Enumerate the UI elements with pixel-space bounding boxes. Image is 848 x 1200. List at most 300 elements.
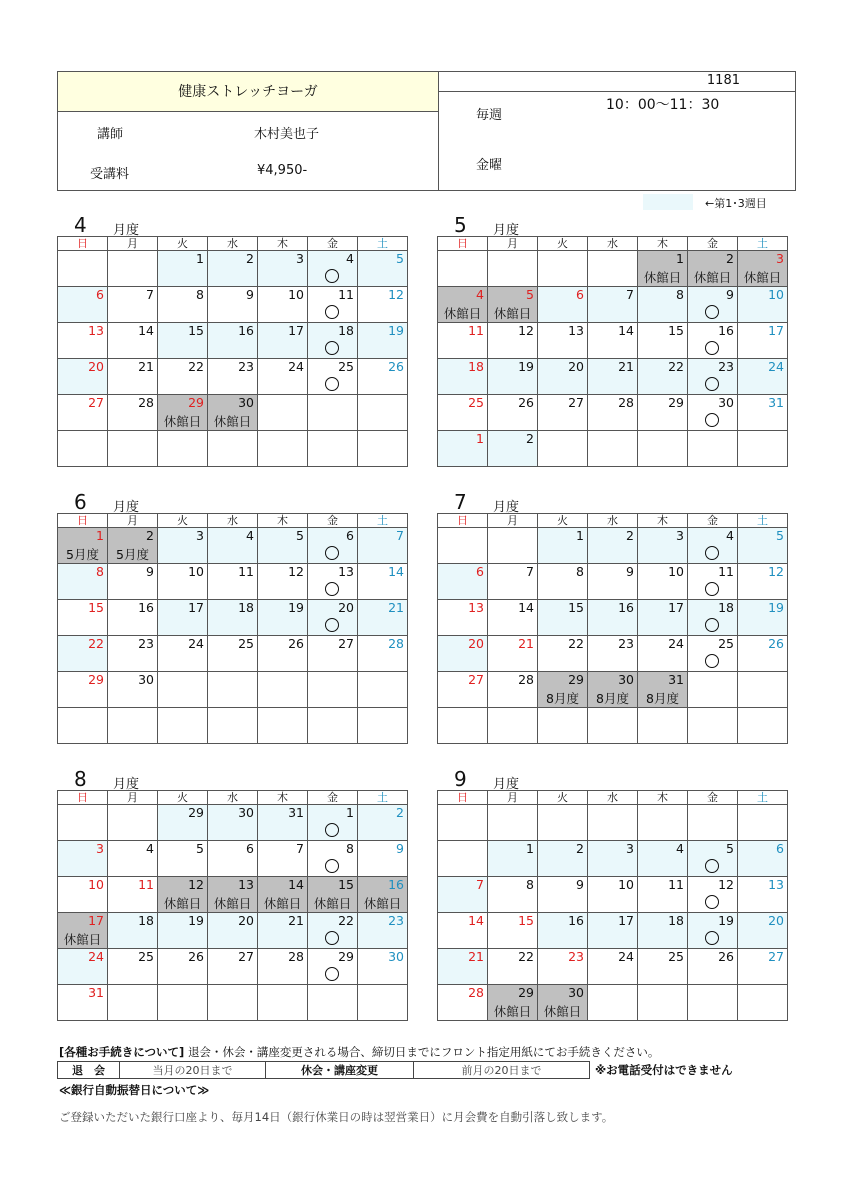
weekday-header: 木 [258, 791, 308, 805]
change-deadline: 前月の20日まで [414, 1062, 590, 1079]
day-cell [688, 672, 738, 708]
day-number: 9 [626, 564, 634, 579]
day-cell [738, 564, 788, 600]
day-number: 6 [246, 841, 254, 856]
day-number: 31 [768, 395, 784, 410]
day-number: 3 [196, 528, 204, 543]
day-note: 休館日 [213, 896, 252, 911]
day-cell [638, 287, 688, 323]
day-cell [638, 636, 688, 672]
day-number: 26 [388, 359, 404, 374]
day-number: 31 [668, 672, 684, 687]
day-cell [538, 636, 588, 672]
day-number: 4 [346, 251, 354, 266]
day-number: 11 [718, 564, 734, 579]
day-number: 18 [338, 323, 354, 338]
day-cell [638, 395, 688, 431]
week-row [438, 949, 788, 985]
day-number: 9 [576, 877, 584, 892]
day-cell [488, 251, 538, 287]
class-day-circle-icon [325, 967, 339, 981]
day-number: 5 [396, 251, 404, 266]
day-number: 6 [96, 287, 104, 302]
weekday-header: 金 [688, 791, 738, 805]
day-number: 6 [476, 564, 484, 579]
day-cell [638, 251, 688, 287]
weekday-header: 日 [438, 791, 488, 805]
day-number: 30 [718, 395, 734, 410]
day-cell [108, 636, 158, 672]
day-cell [488, 564, 538, 600]
day-number: 3 [296, 251, 304, 266]
day-number: 2 [726, 251, 734, 266]
day-number: 7 [626, 287, 634, 302]
day-cell [738, 913, 788, 949]
day-cell [738, 805, 788, 841]
day-number: 26 [718, 949, 734, 964]
frequency: 毎週 [476, 108, 503, 123]
day-cell [258, 251, 308, 287]
day-note: 休館日 [743, 270, 782, 285]
day-number: 4 [726, 528, 734, 543]
day-cell [438, 877, 488, 913]
day-number: 14 [388, 564, 404, 579]
instructor-name: 木村美也子 [254, 127, 320, 142]
day-cell [308, 564, 358, 600]
day-cell [358, 841, 408, 877]
day-note: 5月度 [116, 547, 149, 562]
day-cell [438, 841, 488, 877]
day-cell [438, 528, 488, 564]
day-note: 8月度 [546, 691, 579, 706]
day-number: 3 [96, 841, 104, 856]
day-number: 28 [468, 985, 484, 1000]
withdraw-deadline: 当月の20日まで [120, 1062, 266, 1079]
week-row [58, 431, 408, 467]
weekday-header: 土 [358, 237, 408, 251]
month-suffix: 月度 [113, 777, 140, 792]
day-cell [308, 431, 358, 467]
day-cell [58, 708, 108, 744]
day-cell [158, 564, 208, 600]
day-number: 16 [388, 877, 404, 892]
weekday-header: 水 [208, 237, 258, 251]
day-note: 8月度 [646, 691, 679, 706]
week-row [438, 600, 788, 636]
day-cell [688, 636, 738, 672]
day-number: 30 [238, 395, 254, 410]
day-number: 19 [768, 600, 784, 615]
weekday-header: 火 [538, 237, 588, 251]
day-number: 19 [518, 359, 534, 374]
month-calendar-5 [437, 236, 788, 467]
day-number: 8 [196, 287, 204, 302]
day-cell [308, 877, 358, 913]
day-cell [258, 431, 308, 467]
bank-title: ≪銀行自動振替日について≫ [59, 1083, 210, 1097]
day-cell [158, 949, 208, 985]
weekday-header: 木 [258, 514, 308, 528]
day-cell [738, 985, 788, 1021]
day-cell [208, 877, 258, 913]
day-number: 21 [288, 913, 304, 928]
day-cell [588, 600, 638, 636]
day-number: 2 [526, 431, 534, 446]
day-cell [208, 985, 258, 1021]
day-number: 3 [676, 528, 684, 543]
day-cell [688, 323, 738, 359]
day-number: 29 [188, 395, 204, 410]
day-cell [308, 287, 358, 323]
weekday-header: 火 [538, 791, 588, 805]
weekday-header: 木 [638, 514, 688, 528]
class-day-circle-icon [705, 546, 719, 560]
day-number: 23 [388, 913, 404, 928]
day-number: 26 [518, 395, 534, 410]
day-number: 7 [476, 877, 484, 892]
course-name: 健康ストレッチヨーガ [58, 72, 438, 112]
weekday-header: 土 [358, 514, 408, 528]
day-number: 20 [468, 636, 484, 651]
day-number: 14 [288, 877, 304, 892]
month-suffix: 月度 [493, 777, 520, 792]
day-cell [158, 359, 208, 395]
day-number: 10 [768, 287, 784, 302]
month-suffix: 月度 [113, 223, 140, 238]
day-cell [258, 841, 308, 877]
month-calendar-4 [57, 236, 408, 467]
day-number: 1 [676, 251, 684, 266]
day-note: 休館日 [213, 414, 252, 429]
day-cell [438, 251, 488, 287]
week-row [438, 528, 788, 564]
day-cell [538, 431, 588, 467]
day-cell [538, 564, 588, 600]
day-number: 30 [138, 672, 154, 687]
day-cell [588, 985, 638, 1021]
day-cell [108, 708, 158, 744]
day-cell [438, 287, 488, 323]
day-cell [358, 359, 408, 395]
day-cell [638, 359, 688, 395]
class-day-circle-icon [325, 377, 339, 391]
day-note: 休館日 [543, 1004, 582, 1019]
day-number: 6 [776, 841, 784, 856]
day-number: 9 [396, 841, 404, 856]
day-cell [638, 985, 688, 1021]
day-cell [308, 672, 358, 708]
day-cell [588, 636, 638, 672]
day-cell [358, 287, 408, 323]
day-cell [208, 564, 258, 600]
day-number: 5 [526, 287, 534, 302]
day-cell [308, 600, 358, 636]
course-code-row [438, 72, 795, 92]
day-number: 21 [468, 949, 484, 964]
day-cell [438, 672, 488, 708]
weekday-header: 土 [738, 791, 788, 805]
day-cell [438, 708, 488, 744]
month-number: 8 [74, 767, 87, 791]
day-cell [588, 949, 638, 985]
day-number: 10 [288, 287, 304, 302]
day-number: 2 [146, 528, 154, 543]
day-number: 23 [238, 359, 254, 374]
class-day-circle-icon [325, 341, 339, 355]
day-cell [488, 395, 538, 431]
day-number: 1 [96, 528, 104, 543]
day-cell [688, 359, 738, 395]
day-number: 16 [238, 323, 254, 338]
day-number: 15 [88, 600, 104, 615]
week-row [58, 395, 408, 431]
day-cell [688, 431, 738, 467]
weekday-header: 木 [258, 237, 308, 251]
day-number: 6 [576, 287, 584, 302]
day-cell [488, 949, 538, 985]
day-note: 休館日 [63, 932, 102, 947]
day-cell [108, 323, 158, 359]
day-number: 22 [518, 949, 534, 964]
day-number: 31 [88, 985, 104, 1000]
day-cell [358, 805, 408, 841]
day-cell [488, 913, 538, 949]
day-cell [108, 985, 158, 1021]
day-number: 29 [88, 672, 104, 687]
day-number: 20 [338, 600, 354, 615]
day-number: 4 [476, 287, 484, 302]
class-day-circle-icon [705, 895, 719, 909]
day-cell [308, 323, 358, 359]
day-number: 20 [238, 913, 254, 928]
day-cell [308, 913, 358, 949]
day-number: 11 [238, 564, 254, 579]
day-number: 18 [238, 600, 254, 615]
day-cell [158, 528, 208, 564]
day-number: 15 [188, 323, 204, 338]
day-number: 27 [238, 949, 254, 964]
day-number: 15 [568, 600, 584, 615]
day-number: 23 [568, 949, 584, 964]
day-cell [538, 528, 588, 564]
day-cell [158, 600, 208, 636]
day-cell [538, 708, 588, 744]
day-cell [58, 251, 108, 287]
day-number: 25 [468, 395, 484, 410]
class-day-circle-icon [705, 377, 719, 391]
day-number: 30 [618, 672, 634, 687]
day-cell [638, 323, 688, 359]
day-cell [438, 323, 488, 359]
day-cell [208, 949, 258, 985]
weekday-header: 月 [108, 791, 158, 805]
day-cell [58, 636, 108, 672]
day-cell [258, 359, 308, 395]
day-number: 28 [618, 395, 634, 410]
day-cell [488, 636, 538, 672]
day-note: 休館日 [493, 1004, 532, 1019]
day-number: 12 [718, 877, 734, 892]
day-cell [688, 949, 738, 985]
week-row [438, 985, 788, 1021]
weekday-header: 日 [438, 514, 488, 528]
legend-note: ←第1･3週目 [705, 197, 767, 210]
day-cell [258, 528, 308, 564]
weekday-header: 水 [588, 791, 638, 805]
day-note: 休館日 [363, 896, 402, 911]
class-day-circle-icon [325, 931, 339, 945]
week-row [58, 949, 408, 985]
day-cell [208, 805, 258, 841]
day-number: 5 [776, 528, 784, 543]
day-number: 7 [296, 841, 304, 856]
day-cell [638, 877, 688, 913]
day-number: 4 [676, 841, 684, 856]
day-cell [108, 877, 158, 913]
day-number: 21 [388, 600, 404, 615]
day-cell [108, 431, 158, 467]
weekday-header: 水 [588, 237, 638, 251]
day-cell [208, 395, 258, 431]
day-cell [488, 708, 538, 744]
day-cell [638, 913, 688, 949]
day-cell [258, 805, 308, 841]
day-number: 13 [338, 564, 354, 579]
day-number: 9 [146, 564, 154, 579]
day-cell [108, 287, 158, 323]
day-note: 休館日 [493, 306, 532, 321]
day-number: 24 [618, 949, 634, 964]
day-cell [258, 949, 308, 985]
day-cell [688, 805, 738, 841]
week-row [438, 564, 788, 600]
week-row [438, 395, 788, 431]
day-cell [738, 877, 788, 913]
week-row [58, 528, 408, 564]
day-number: 20 [88, 359, 104, 374]
day-cell [438, 985, 488, 1021]
week-row [438, 805, 788, 841]
day-cell [58, 985, 108, 1021]
day-cell [588, 564, 638, 600]
day-cell [538, 251, 588, 287]
class-day-circle-icon [705, 413, 719, 427]
week-row [438, 359, 788, 395]
day-number: 20 [568, 359, 584, 374]
day-number: 11 [468, 323, 484, 338]
month-suffix: 月度 [113, 500, 140, 515]
day-number: 5 [196, 841, 204, 856]
month-number: 7 [454, 490, 467, 514]
day-cell [358, 528, 408, 564]
day-cell [638, 841, 688, 877]
day-number: 23 [718, 359, 734, 374]
day-number: 20 [768, 913, 784, 928]
day-cell [738, 287, 788, 323]
week-row [58, 323, 408, 359]
day-cell [358, 564, 408, 600]
day-cell [738, 600, 788, 636]
day-number: 27 [768, 949, 784, 964]
day-cell [588, 841, 638, 877]
weekday-header: 金 [688, 237, 738, 251]
day-cell [438, 636, 488, 672]
day-number: 27 [88, 395, 104, 410]
day-number: 19 [188, 913, 204, 928]
fee-amount: ¥4,950- [257, 163, 308, 178]
day-note: 休館日 [163, 414, 202, 429]
day-cell [588, 913, 638, 949]
day-cell [358, 431, 408, 467]
day-cell [488, 359, 538, 395]
month-number: 9 [454, 767, 467, 791]
weekday-header: 月 [108, 237, 158, 251]
day-number: 22 [188, 359, 204, 374]
week-row [438, 841, 788, 877]
day-number: 25 [338, 359, 354, 374]
weekday-header: 水 [208, 791, 258, 805]
day-cell [308, 805, 358, 841]
day-number: 15 [338, 877, 354, 892]
class-day-circle-icon [325, 305, 339, 319]
day-cell [358, 251, 408, 287]
weekday-header: 火 [538, 514, 588, 528]
day-number: 27 [338, 636, 354, 651]
day-cell [688, 564, 738, 600]
week-row [58, 564, 408, 600]
weekday-header: 木 [638, 237, 688, 251]
day-number: 30 [238, 805, 254, 820]
class-day-circle-icon [325, 546, 339, 560]
legend-swatch [643, 194, 693, 210]
day-cell [58, 564, 108, 600]
weekday-header: 日 [58, 237, 108, 251]
weekday-header: 金 [308, 514, 358, 528]
day-cell [208, 323, 258, 359]
day-cell [538, 287, 588, 323]
day-cell [208, 528, 258, 564]
day-number: 29 [518, 985, 534, 1000]
day-number: 21 [618, 359, 634, 374]
day-cell [58, 395, 108, 431]
day-cell [438, 913, 488, 949]
week-row [58, 985, 408, 1021]
day-cell [258, 323, 308, 359]
day-cell [588, 287, 638, 323]
day-cell [438, 949, 488, 985]
day-number: 2 [246, 251, 254, 266]
day-cell [58, 431, 108, 467]
class-day-circle-icon [325, 618, 339, 632]
day-number: 19 [388, 323, 404, 338]
day-cell [438, 805, 488, 841]
day-number: 18 [668, 913, 684, 928]
day-number: 25 [238, 636, 254, 651]
week-row [58, 287, 408, 323]
day-number: 29 [338, 949, 354, 964]
day-cell [638, 708, 688, 744]
week-row [58, 841, 408, 877]
day-number: 23 [618, 636, 634, 651]
day-cell [58, 877, 108, 913]
day-number: 15 [668, 323, 684, 338]
weekday-header: 火 [158, 791, 208, 805]
day-cell [308, 636, 358, 672]
day-number: 11 [338, 287, 354, 302]
weekday-header: 水 [588, 514, 638, 528]
day-note: 休館日 [443, 306, 482, 321]
day-cell [258, 985, 308, 1021]
